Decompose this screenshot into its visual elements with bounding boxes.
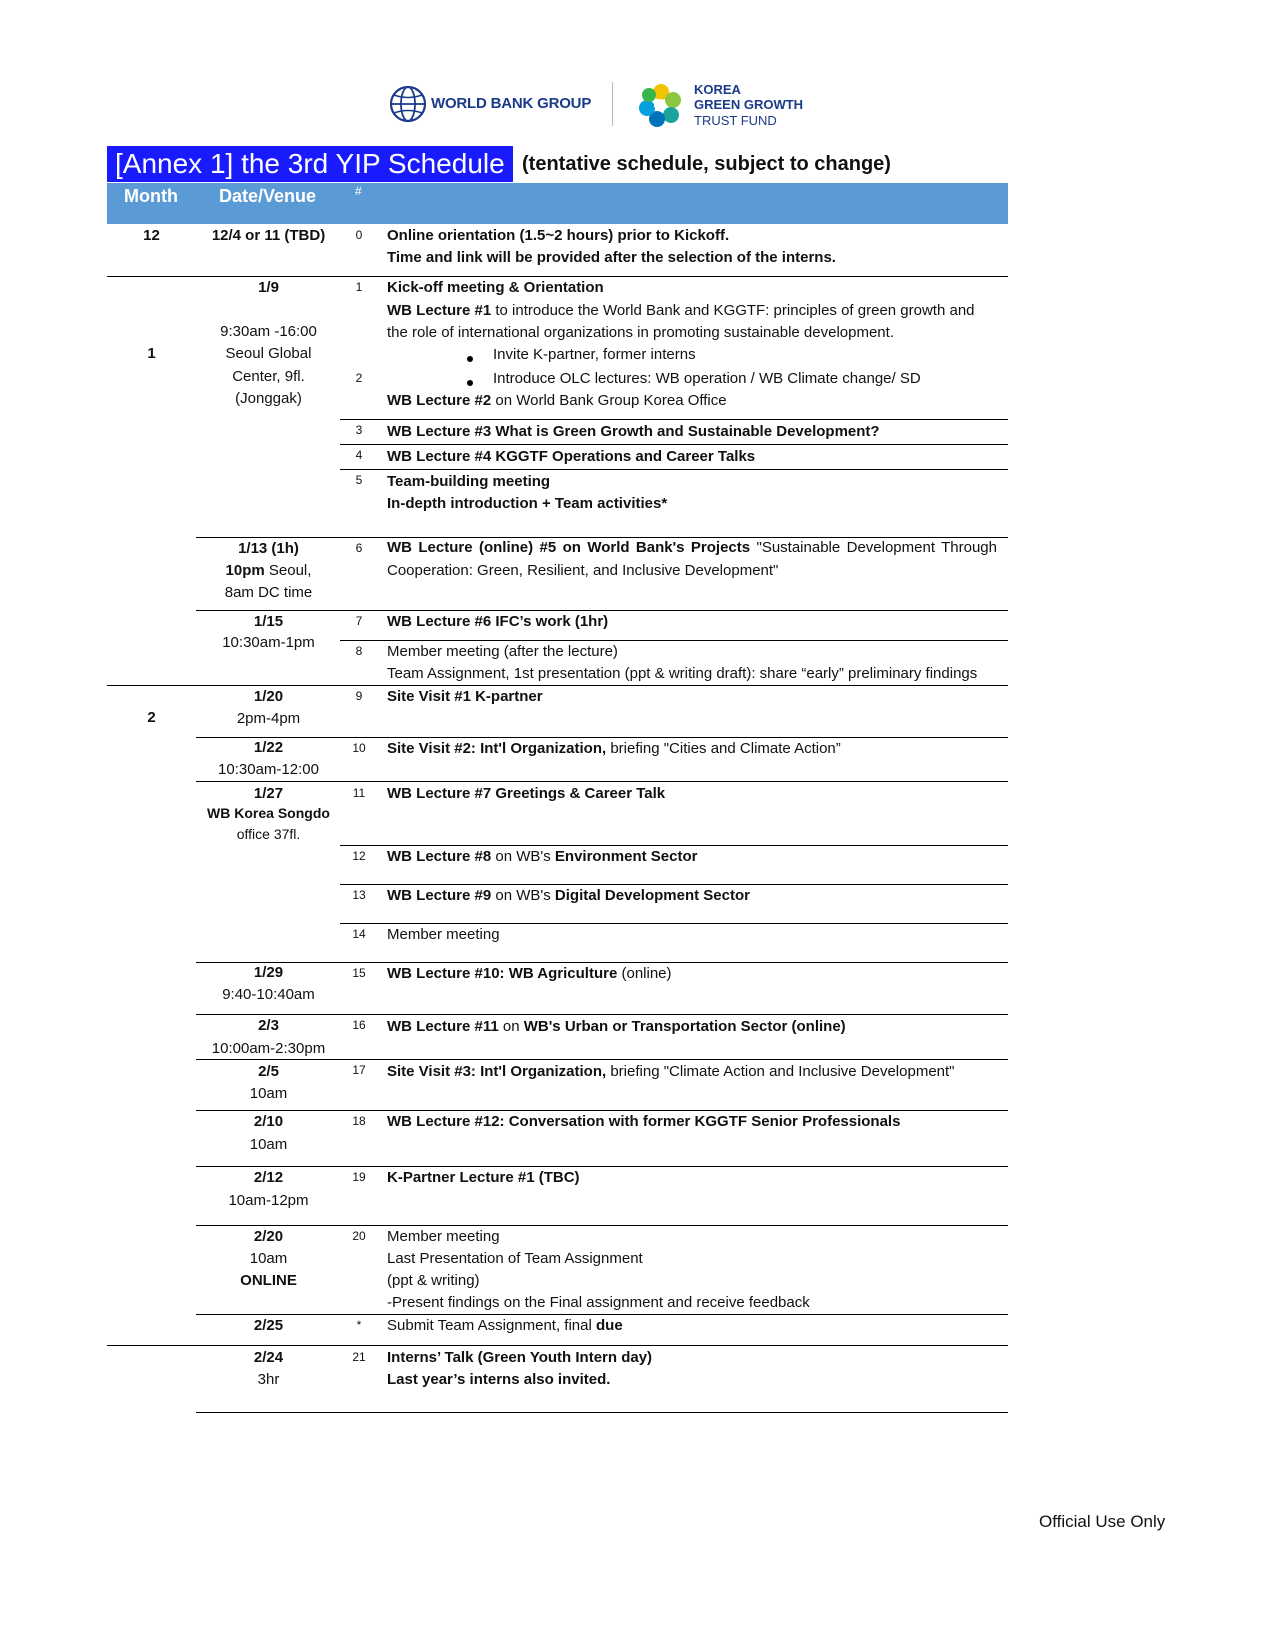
date-item-10-time: 10:30am-12:00 xyxy=(218,761,319,778)
item-15 xyxy=(387,962,672,985)
item-17-text: briefing "Climate Action and Inclusive Development" xyxy=(606,1063,955,1080)
month-2: 2 xyxy=(147,709,156,726)
item-8-note: Team Assignment, 1st presentation (ppt & writing draft): share “early” preliminary findings xyxy=(387,665,978,682)
item-21-note: Last year’s interns also invited. xyxy=(387,1371,611,1388)
date-item-9: 1/20 xyxy=(253,688,284,705)
date-item-1-venue: Seoul Global xyxy=(225,345,312,362)
item-star-due: due xyxy=(596,1317,623,1334)
header-date-venue: Date/Venue xyxy=(219,186,317,206)
item-number: 8 xyxy=(355,644,363,658)
item-star xyxy=(387,1314,623,1337)
item-1-title: Kick-off meeting & Orientation xyxy=(387,279,604,296)
item-number: 20 xyxy=(352,1229,366,1243)
item-1-lecture-bold: WB Lecture #1 xyxy=(387,302,492,319)
date-item-15-time: 9:40-10:40am xyxy=(222,986,315,1003)
item-number: 1 xyxy=(355,280,363,294)
logo-divider xyxy=(612,82,613,126)
item-17-bold: Site Visit #3: Int'l Organization, xyxy=(387,1063,607,1080)
item-20-line: Last Presentation of Team Assignment xyxy=(387,1250,643,1267)
item-7: WB Lecture #6 IFC’s work (1hr) xyxy=(387,613,609,630)
date-item-20-venue: ONLINE xyxy=(240,1272,297,1289)
item-number: 2 xyxy=(355,371,363,385)
header-month: Month xyxy=(124,186,178,206)
item-number: * xyxy=(356,1318,362,1332)
date-item-9-time: 2pm-4pm xyxy=(236,710,301,727)
date-item-6-time xyxy=(196,559,341,582)
item-1-lecture-text: to introduce the World Bank and KGGTF: principles of green growth and xyxy=(491,302,975,319)
item-20-line: (ppt & writing) xyxy=(387,1272,480,1289)
item-6-line1 xyxy=(387,537,997,559)
date-item-17-time: 10am xyxy=(249,1085,288,1102)
kggtf-line2: GREEN GROWTH xyxy=(694,97,804,112)
date-item-19-time: 10am-12pm xyxy=(228,1192,309,1209)
date-item-16-time: 10:00am-2:30pm xyxy=(211,1040,326,1057)
page-title: [Annex 1] the 3rd YIP Schedule xyxy=(107,146,513,182)
kggtf-line1: KOREA xyxy=(694,82,741,97)
kggtf-line3: TRUST FUND xyxy=(694,113,777,128)
item-number: 11 xyxy=(352,786,366,800)
item-12-text: on WB's xyxy=(491,848,555,865)
item-number: 12 xyxy=(352,849,366,863)
kggtf-logo xyxy=(638,82,818,128)
item-number: 19 xyxy=(352,1170,366,1184)
date-item-star: 2/25 xyxy=(253,1317,284,1334)
kggtf-flower-icon xyxy=(638,82,684,128)
date-item-11: 1/27 xyxy=(253,785,284,802)
bullet-icon xyxy=(467,350,473,368)
date-item-6-time-bold: 10pm xyxy=(225,562,265,579)
page-subtitle: (tentative schedule, subject to change) xyxy=(522,153,891,175)
item-1-bullet: Invite K-partner, former interns xyxy=(493,346,696,363)
month-1: 1 xyxy=(147,345,156,362)
date-item-1: 1/9 xyxy=(258,279,279,296)
item-number: 17 xyxy=(352,1063,366,1077)
row-divider xyxy=(196,1412,1008,1413)
item-11: WB Lecture #7 Greetings & Career Talk xyxy=(387,785,666,802)
item-15-text: (online) xyxy=(617,965,672,982)
item-2-lecture-text: on World Bank Group Korea Office xyxy=(491,392,727,409)
date-item-1-venue: Center, 9fl. xyxy=(232,368,305,385)
date-item-20: 2/20 xyxy=(253,1228,284,1245)
item-16-bold: WB Lecture #11 xyxy=(387,1018,499,1035)
wbg-logo-text: WORLD BANK GROUP xyxy=(431,95,592,112)
item-5-title: Team-building meeting xyxy=(387,473,551,490)
item-number: 4 xyxy=(355,448,363,462)
item-12 xyxy=(387,845,697,868)
date-item-21-time: 3hr xyxy=(257,1371,280,1388)
item-number: 13 xyxy=(352,888,366,902)
item-10 xyxy=(387,737,841,760)
date-item-7-time: 10:30am-1pm xyxy=(222,634,315,651)
item-0-note: Time and link will be provided after the selection of the interns. xyxy=(387,249,836,266)
item-number: 9 xyxy=(355,689,363,703)
item-2-lecture xyxy=(387,389,727,412)
date-item-1-time: 9:30am -16:00 xyxy=(220,323,317,340)
item-16-sector: WB's Urban or Transportation Sector (online) xyxy=(523,1018,846,1035)
item-16 xyxy=(387,1015,846,1038)
header-number: # xyxy=(355,184,362,198)
item-number: 18 xyxy=(352,1114,366,1128)
item-5-note: In-depth introduction + Team activities* xyxy=(387,495,668,512)
date-item-7: 1/15 xyxy=(253,613,284,630)
item-1-bullet: Introduce OLC lectures: WB operation / WB Climate change/ SD xyxy=(493,370,921,387)
date-item-11-venue: WB Korea Songdo xyxy=(207,805,330,821)
item-12-sector: Environment Sector xyxy=(554,848,698,865)
date-item-11-venue: office 37fl. xyxy=(236,826,301,842)
item-number: 3 xyxy=(355,423,363,437)
item-6-bold: WB Lecture (online) #5 on World Bank's Projects xyxy=(387,539,751,556)
item-number: 14 xyxy=(352,927,366,941)
date-item-6: 1/13 (1h) xyxy=(238,540,299,557)
item-1-lecture-cont: the role of international organizations in promoting sustainable development. xyxy=(387,324,894,341)
item-number: 16 xyxy=(352,1018,366,1032)
world-bank-group-logo xyxy=(389,85,599,125)
globe-icon xyxy=(389,85,427,123)
item-number: 21 xyxy=(352,1350,366,1364)
item-16-text: on xyxy=(498,1018,524,1035)
item-2-lecture-bold: WB Lecture #2 xyxy=(387,392,492,409)
date-item-0: 12/4 or 11 (TBD) xyxy=(211,227,326,244)
item-0-title: Online orientation (1.5~2 hours) prior to Kickoff. xyxy=(387,227,730,244)
date-item-1-venue: (Jonggak) xyxy=(235,390,302,407)
item-13-text: on WB's xyxy=(491,887,555,904)
date-item-6-city: Seoul, xyxy=(264,562,312,579)
item-1-lecture xyxy=(387,299,975,322)
item-18: WB Lecture #12: Conversation with former KGGTF Senior Professionals xyxy=(387,1113,901,1130)
item-20-title: Member meeting xyxy=(387,1228,500,1245)
item-number: 6 xyxy=(355,541,363,555)
item-3: WB Lecture #3 What is Green Growth and Sustainable Development? xyxy=(387,423,880,440)
item-number: 0 xyxy=(355,228,363,242)
date-item-19: 2/12 xyxy=(253,1169,284,1186)
month-12: 12 xyxy=(143,227,160,244)
table-header xyxy=(107,183,1008,224)
item-12-bold: WB Lecture #8 xyxy=(387,848,492,865)
item-20-line: -Present findings on the Final assignment and receive feedback xyxy=(387,1294,810,1311)
item-number: 5 xyxy=(355,473,363,487)
item-9: Site Visit #1 K-partner xyxy=(387,688,543,705)
item-number: 15 xyxy=(352,966,366,980)
date-item-6-dc: 8am DC time xyxy=(224,584,313,601)
date-item-18-time: 10am xyxy=(249,1136,288,1153)
item-19: K-Partner Lecture #1 (TBC) xyxy=(387,1169,580,1186)
item-14: Member meeting xyxy=(387,926,500,943)
item-17 xyxy=(387,1060,955,1083)
item-10-bold: Site Visit #2: Int'l Organization, xyxy=(387,740,607,757)
item-6-line2: Cooperation: Green, Resilient, and Inclusive Development" xyxy=(387,562,779,579)
item-13 xyxy=(387,884,750,907)
date-item-16: 2/3 xyxy=(258,1017,279,1034)
date-item-20-time: 10am xyxy=(249,1250,288,1267)
item-13-sector: Digital Development Sector xyxy=(554,887,750,904)
item-8-title: Member meeting (after the lecture) xyxy=(387,643,618,660)
date-item-15: 1/29 xyxy=(253,964,284,981)
item-4: WB Lecture #4 KGGTF Operations and Career Talks xyxy=(387,448,756,465)
date-item-17: 2/5 xyxy=(258,1063,279,1080)
item-10-text: briefing "Cities and Climate Action” xyxy=(606,740,841,757)
date-item-18: 2/10 xyxy=(253,1113,284,1130)
date-item-10: 1/22 xyxy=(253,739,284,756)
item-number: 7 xyxy=(355,614,363,628)
item-6-text: "Sustainable Development Through xyxy=(750,539,997,556)
item-star-text: Submit Team Assignment, final xyxy=(387,1317,596,1334)
item-number: 10 xyxy=(352,741,366,755)
item-15-bold: WB Lecture #10: WB Agriculture xyxy=(387,965,618,982)
footer-classification: Official Use Only xyxy=(1039,1512,1166,1531)
item-13-bold: WB Lecture #9 xyxy=(387,887,492,904)
item-21-title: Interns’ Talk (Green Youth Intern day) xyxy=(387,1349,653,1366)
date-item-21: 2/24 xyxy=(253,1349,284,1366)
